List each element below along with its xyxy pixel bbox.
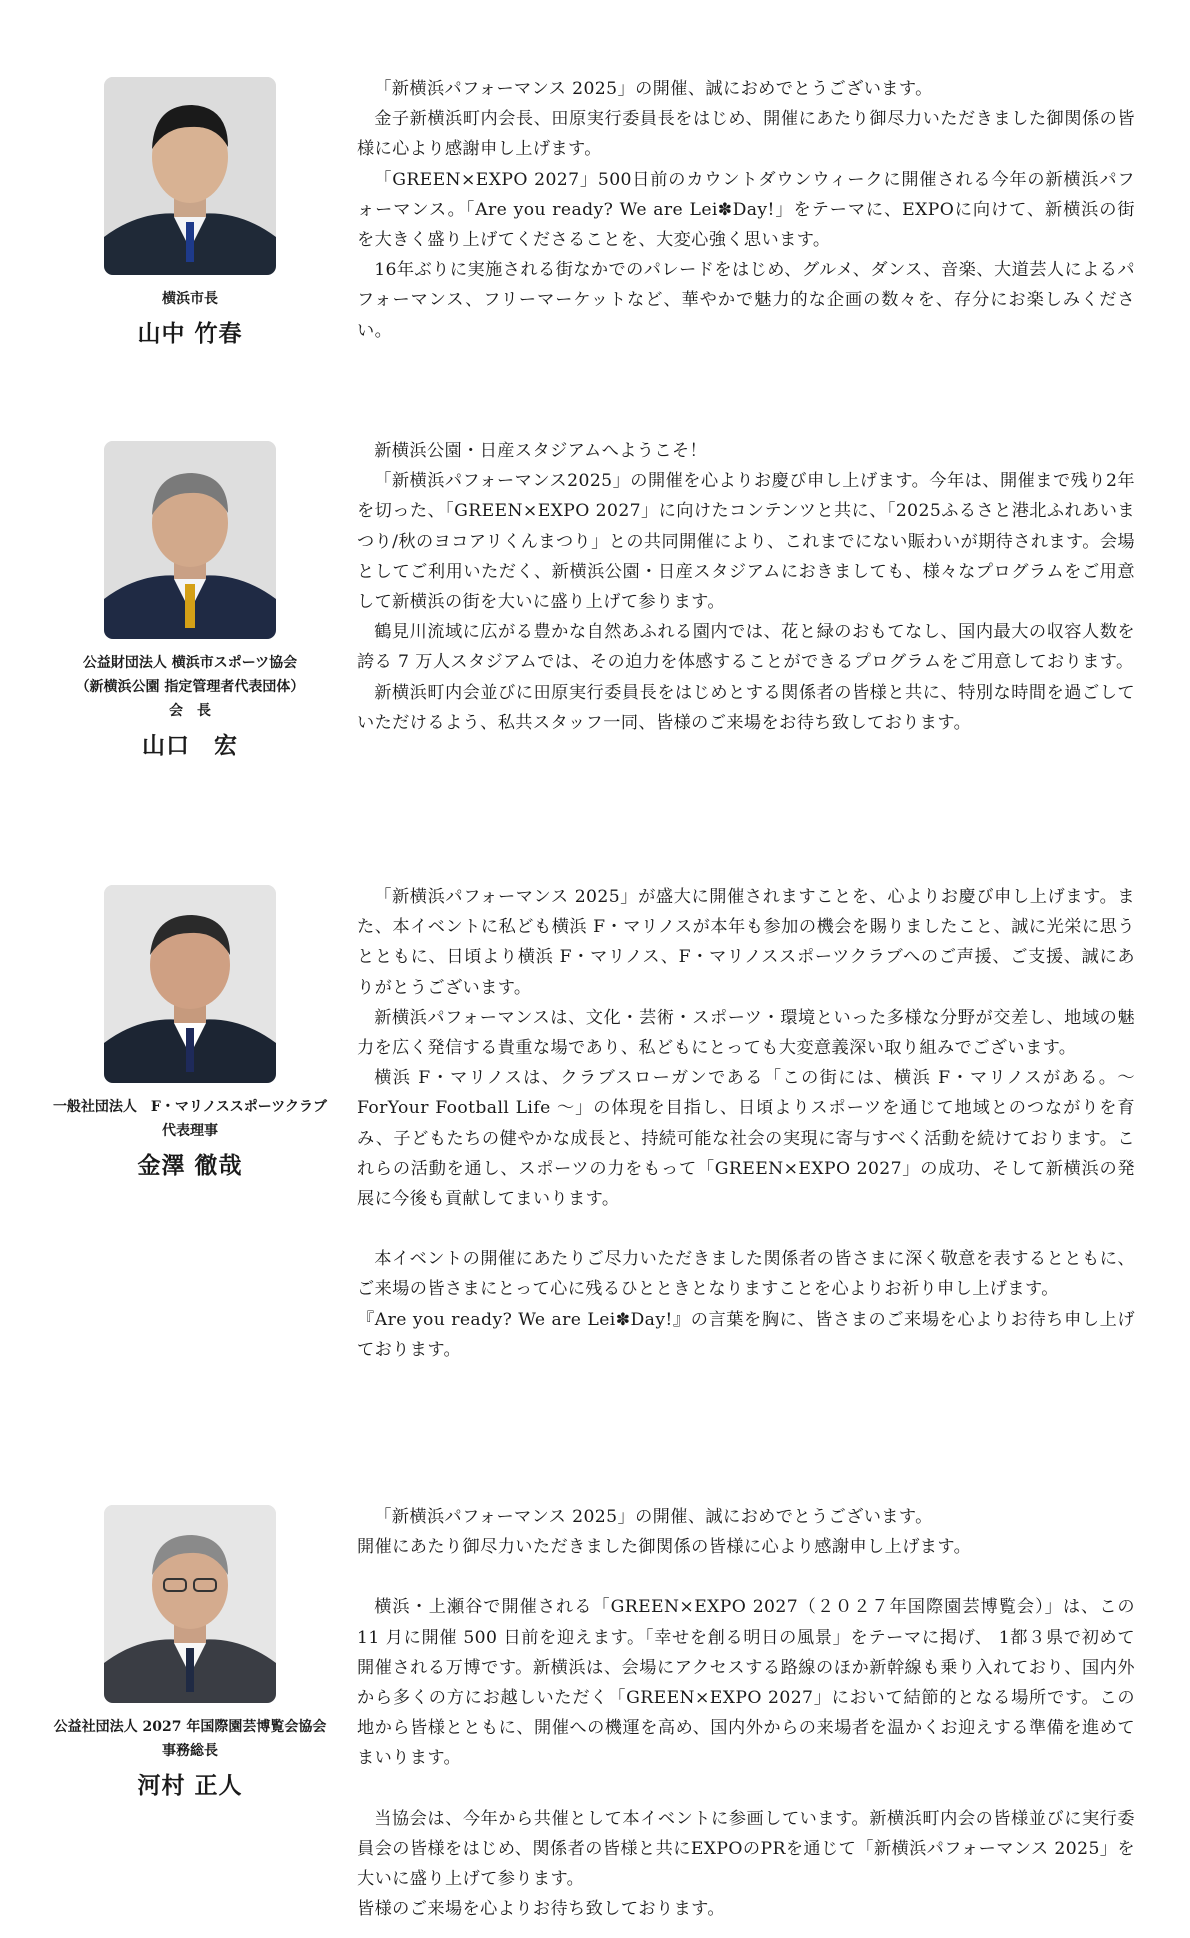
paragraph: 「新横浜パフォーマンス2025」の開催を心よりお慶び申し上げます。今年は、開催まで残り2年を切った、「GREEN×EXPO 2027」に向けたコンテンツと共に、「2025ふるさと港北ふれあいまつり/秋のヨコアリくんまつり」との共同開催により、これまでにない賑わいが期待されます。会場としてご利用いただく、新横浜公園・日産スタジアムにおきましても、様々なプログラムをご用意して新横浜の街を大いに盛り上げて参ります。 [357, 471, 1135, 613]
paragraph: 開催にあたり御尽力いただきました御関係の皆様に心より感謝申し上げます。 [357, 1537, 972, 1558]
greeting-message [357, 74, 1135, 346]
speaker-photo [104, 1505, 276, 1703]
paragraph: 16年ぶりに実施される街なかでのパレードをはじめ、グルメ、ダンス、音楽、大道芸人によるパフォーマンス、フリーマーケットなど、華やかで魅力的な企画の数々を、存分にお楽しみください。 [357, 260, 1135, 341]
speaker-name: 山中 竹春 [137, 320, 243, 347]
speaker-photo [104, 77, 276, 275]
paragraph: 新横浜公園・日産スタジアムへようこそ！ [374, 441, 708, 461]
speaker-organization: 横浜市長 [162, 291, 218, 307]
speaker-organization: 公益社団法人 2027 年国際園芸博覧会協会 事務総長 [53, 1719, 327, 1759]
paragraph: 皆様のご来場を心よりお待ち致しております。 [357, 1899, 725, 1920]
speaker-name: 山口 宏 [142, 732, 238, 759]
paragraph: 新横浜パフォーマンスは、文化・芸術・スポーツ・環境といった多様な分野が交差し、地域の魅力を広く発信する貴重な場であり、私どもにとっても大変意義深い取り組みでございます。 [357, 1007, 1135, 1059]
paragraph: 鶴見川流域に広がる豊かな自然あふれる園内では、花と緑のおもてなし、国内最大の収容人数を誇る 7 万人スタジアムでは、その迫力を体感することができるプログラムをご用意しております。 [357, 622, 1135, 673]
speaker-name: 金澤 徹哉 [137, 1152, 243, 1179]
paragraph: 当協会は、今年から共催として本イベントに参画しています。新横浜町内会の皆様並びに実行委員会の皆様をはじめ、関係者の皆様と共にEXPOのPRを通じて「新横浜パフォーマンス 2025」を大いに盛り上げて参ります。 [357, 1808, 1135, 1890]
paragraph: 「新横浜パフォーマンス 2025」が盛大に開催されますことを、心よりお慶び申し上げます。また、本イベントに私ども横浜 F・マリノスが本年も参加の機会を賜りましたこと、誠に光栄に思うとともに、日頃より横浜 F・マリノス、F・マリノススポーツクラブへのご声援、ご支援、誠にありがとうございます。 [357, 887, 1135, 998]
speaker-photo [104, 885, 276, 1083]
speaker-block [40, 77, 340, 348]
speaker-name: 河村 正人 [137, 1772, 243, 1799]
speaker-block [40, 441, 340, 760]
speaker-block [40, 1505, 340, 1800]
paragraph: 横浜・上瀬谷で開催される「GREEN×EXPO 2027（２０２７年国際園芸博覧会）」は、この 11 月に開催 500 日前を迎えます。「幸せを創る明日の風景」をテーマに掲げ、 1都３県で初めて開催される万博です。新横浜は、会場にアクセスする路線のほか新幹線も乗り入れており、国内外から多くの方にお越しいただく「GREEN×EXPO 2027」において結節的となる場所です。この地から皆様とともに、開催への機運を高め、国内外からの来場者を温かくお迎えする準備を進めてまいります。 [357, 1597, 1135, 1769]
paragraph: 「新横浜パフォーマンス 2025」の開催、誠におめでとうございます。 [374, 79, 933, 99]
paragraph: 本イベントの開催にあたりご尽力いただきました関係者の皆さまに深く敬意を表するとともに、ご来場の皆さまにとって心に残るひとときとなりますことを心よりお祈り申し上げます。 [357, 1249, 1135, 1300]
speaker-photo [104, 441, 276, 639]
paragraph: 新横浜町内会並びに田原実行委員長をはじめとする関係者の皆様と共に、特別な時間を過ごしていただけるよう、私共スタッフ一同、皆様のご来場をお待ち致しております。 [357, 682, 1135, 733]
speaker-organization: 公益財団法人 横浜市スポーツ協会 （新横浜公園 指定管理者代表団体） 会 長 [75, 655, 305, 719]
paragraph: 「新横浜パフォーマンス 2025」の開催、誠におめでとうございます。 [374, 1507, 933, 1527]
paragraph: 「GREEN×EXPO 2027」500日前のカウントダウンウィークに開催される今年の新横浜パフォーマンス。「Are you ready? We are Lei✽Day!」をテーマに、EXPOに向けて、新横浜の街を大きく盛り上げてくださることを、大変心強く思います。 [357, 169, 1135, 251]
speaker-block [40, 885, 340, 1180]
speaker-organization: 一般社団法人 F・マリノススポーツクラブ 代表理事 [52, 1099, 328, 1139]
paragraph: 金子新横浜町内会長、田原実行委員長をはじめ、開催にあたり御尽力いただきました御関係の皆様に心より感謝申し上げます。 [357, 109, 1135, 160]
paragraph: 『Are you ready? We are Lei✽Day!』の言葉を胸に、皆さまのご来場を心よりお待ち申し上げております。 [357, 1309, 1135, 1360]
greeting-message [357, 436, 1135, 738]
paragraph: 横浜 F・マリノスは、クラブスローガンである「この街には、横浜 F・マリノスがある。〜 ForYour Football Life 〜」の体現を目指し、日頃よりスポーツを通じて地域とのつながりを育み、子どもたちの健やかな成長と、持続可能な社会の実現に寄与すべく活動を続けております。これらの活動を通し、スポーツの力をもって「GREEN×EXPO 2027」の成功、そして新横浜の発展に今後も貢献してまいります。 [357, 1068, 1135, 1210]
greeting-message [357, 1502, 1135, 1924]
greeting-message [357, 882, 1135, 1365]
